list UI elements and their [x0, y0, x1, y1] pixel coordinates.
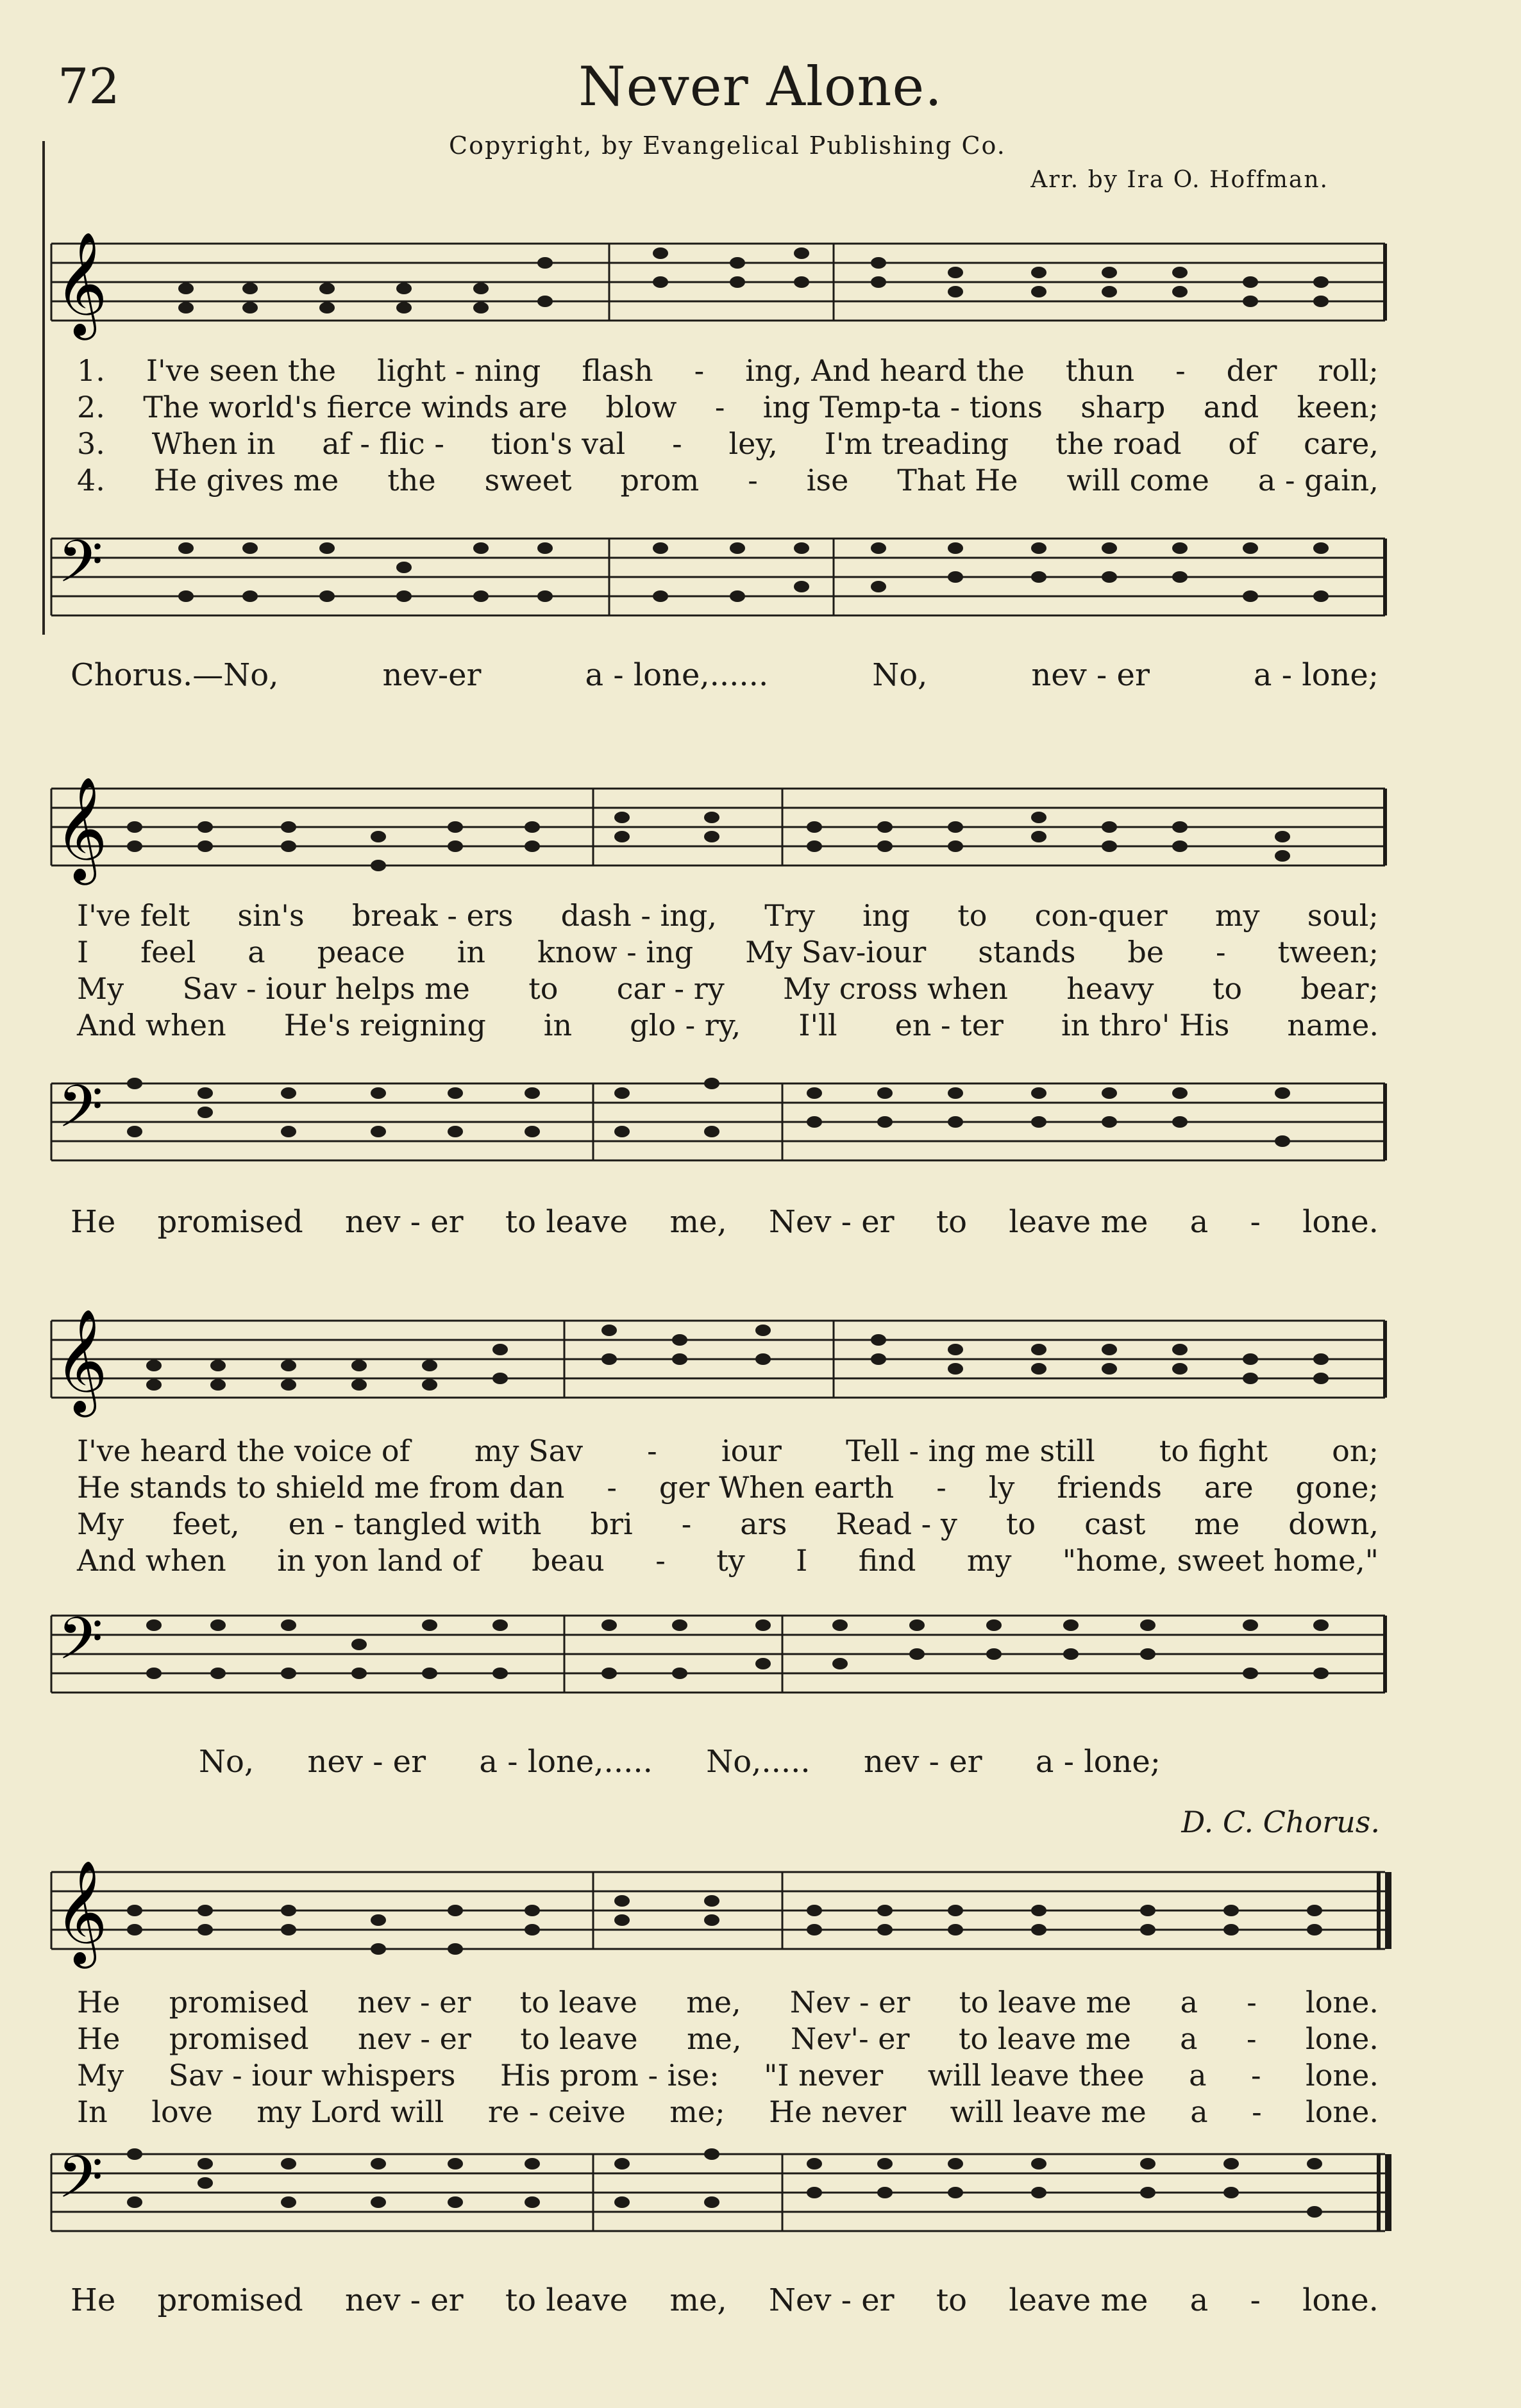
- svg-text:𝄢: 𝄢: [58, 1605, 103, 1687]
- svg-text:𝄞: 𝄞: [55, 776, 108, 881]
- verse-line: I've felt sin's break - ers dash - ing, Try ing to con-quer my soul;: [77, 898, 1379, 933]
- bass-staff-4: [45, 2128, 1398, 2257]
- dc-chorus-label: D. C. Chorus.: [1181, 1805, 1380, 1839]
- chorus-line-1: Chorus.—No, nev-er a - lone,...... No, nev - er a - lone;: [71, 657, 1379, 693]
- verse-line: He promised nev - er to leave me, Nev - er to leave me a - lone.: [77, 1985, 1379, 2019]
- verse-line: And when in yon land of beau - ty I find my "home, sweet home,": [77, 1543, 1379, 1578]
- verse-line: I've heard the voice of my Sav - iour Tell - ing me still to fight on;: [77, 1434, 1379, 1468]
- verses-system-2: [77, 898, 1379, 1044]
- verses-system-4: [77, 1984, 1379, 2130]
- music-notation: [45, 1590, 1398, 1718]
- music-notation: [45, 1846, 1398, 1975]
- music-notation: [45, 218, 1398, 346]
- verse-line: He stands to shield me from dan - ger When earth - ly friends are gone;: [77, 1470, 1379, 1505]
- svg-text:𝄢: 𝄢: [58, 2143, 103, 2225]
- verse-line: 2. The world's fierce winds are blow - ing Temp-ta - tions sharp and keen;: [77, 390, 1379, 424]
- verse-line: In love my Lord will re - ceive me; He never will leave me a - lone.: [77, 2094, 1379, 2129]
- music-notation: [45, 513, 1398, 641]
- chorus-line-3: No, nev - er a - lone,..... No,..... nev - er a - lone;: [199, 1744, 1161, 1780]
- music-notation: [45, 763, 1398, 891]
- verse-line: 1. I've seen the light - ning flash - ing, And heard the thun - der roll;: [77, 353, 1379, 388]
- svg-text:𝄞: 𝄞: [55, 1309, 108, 1413]
- verse-line: He promised nev - er to leave me, Nev'- er to leave me a - lone.: [77, 2021, 1379, 2056]
- verses-system-1: [77, 353, 1379, 499]
- bass-staff-3: [45, 1590, 1398, 1718]
- verse-line: My feet, en - tangled with bri - ars Read - y to cast me down,: [77, 1507, 1379, 1541]
- chorus-line-2: He promised nev - er to leave me, Nev - er to leave me a - lone.: [71, 1204, 1379, 1240]
- treble-staff-2: [45, 763, 1398, 891]
- chorus-line-4: He promised nev - er to leave me, Nev - er to leave me a - lone.: [71, 2282, 1379, 2318]
- verse-line: My Sav - iour whispers His prom - ise: "I never will leave thee a - lone.: [77, 2058, 1379, 2093]
- treble-staff-3: [45, 1295, 1398, 1423]
- treble-staff-4: [45, 1846, 1398, 1975]
- music-notation: [45, 2128, 1398, 2257]
- svg-text:𝄞: 𝄞: [55, 1860, 108, 1964]
- copyright-notice: Copyright, by Evangelical Publishing Co.: [449, 131, 1006, 160]
- svg-text:𝄞: 𝄞: [55, 231, 108, 336]
- verse-line: 3. When in af - flic - tion's val - ley, I'm treading the road of care,: [77, 426, 1379, 461]
- verse-line: And when He's reigning in glo - ry, I'll en - ter in thro' His name.: [77, 1008, 1379, 1042]
- verse-line: My Sav - iour helps me to car - ry My cross when heavy to bear;: [77, 971, 1379, 1006]
- music-notation: [45, 1295, 1398, 1423]
- verse-line: 4. He gives me the sweet prom - ise That He will come a - gain,: [77, 463, 1379, 497]
- music-notation: [45, 1058, 1398, 1186]
- svg-text:𝄢: 𝄢: [58, 1073, 103, 1155]
- svg-text:𝄢: 𝄢: [58, 528, 103, 610]
- hymn-title: Never Alone.: [578, 55, 943, 118]
- bass-staff-2: [45, 1058, 1398, 1186]
- verse-line: I feel a peace in know - ing My Sav-iour stands be - tween;: [77, 935, 1379, 969]
- page-number: 72: [58, 58, 120, 115]
- arranger-credit: Arr. by Ira O. Hoffman.: [1030, 167, 1329, 193]
- verses-system-3: [77, 1433, 1379, 1579]
- bass-staff-1: [45, 513, 1398, 641]
- treble-staff-1: [45, 218, 1398, 346]
